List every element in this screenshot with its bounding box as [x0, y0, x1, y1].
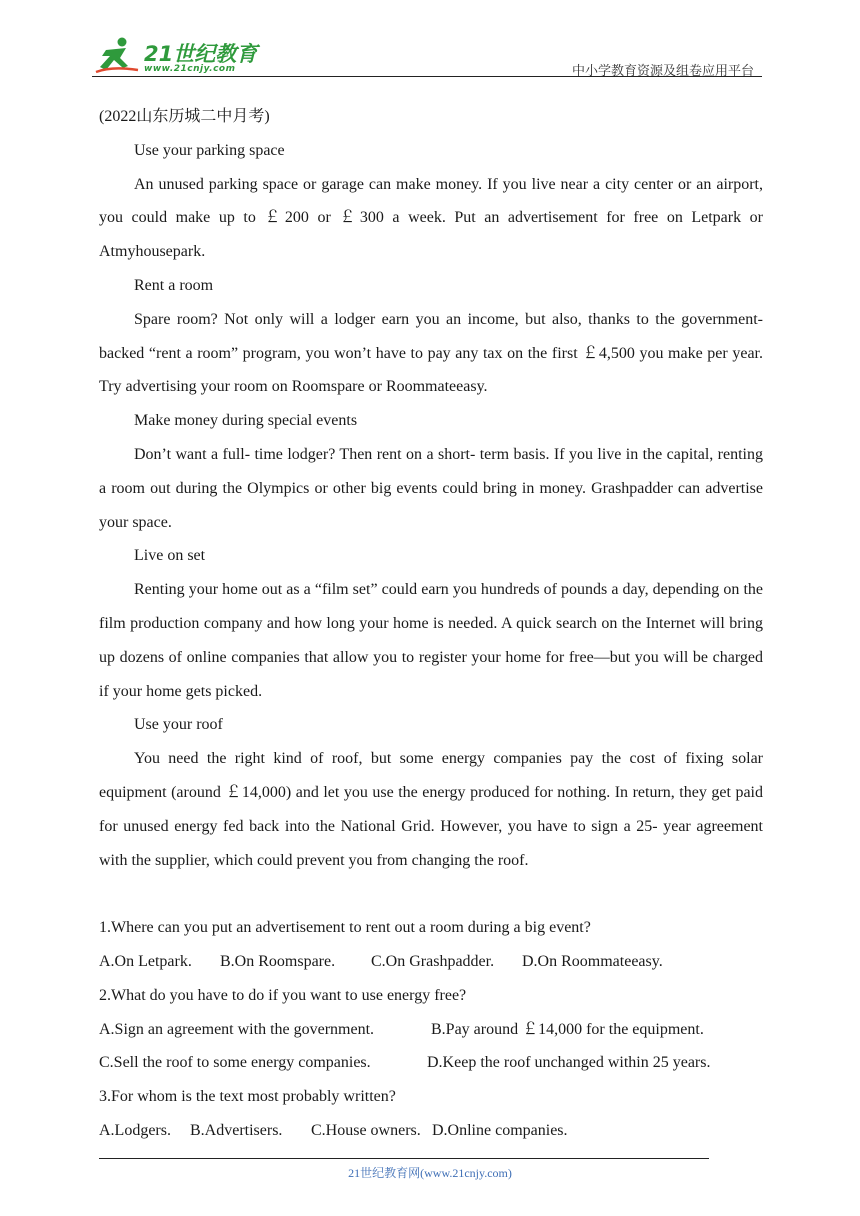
section-body: Renting your home out as a “film set” could earn you hundreds of pounds a day, depending on the film production company and how long your home is needed. A quick search on the Internet will bring up dozens of online companies that allow you to register your home for free—but you will be charged if your home gets picked. [99, 581, 763, 700]
section-title: Rent a room [134, 276, 214, 294]
logo-url: www.21cnjy.com [144, 64, 236, 74]
section-title: Use your roof [134, 716, 223, 734]
source-note: (2022山东历城二中月考) [99, 108, 270, 125]
header-platform-name: 中小学教育资源及组卷应用平台 [571, 64, 754, 79]
article-content [99, 100, 763, 1148]
question-stem: 1.Where can you put an advertisement to rent out a room during a big event? [99, 919, 591, 937]
logo-text: 21世纪教育 [144, 42, 258, 66]
option-a: A.On Letpark. [99, 952, 192, 970]
option-d: D.Online companies. [432, 1121, 568, 1139]
spacer [99, 877, 763, 911]
option-a: A.Lodgers. [99, 1121, 171, 1139]
section-title: Make money during special events [134, 412, 358, 430]
footer-divider [99, 1158, 709, 1159]
question-options [99, 945, 763, 979]
question-options [99, 1046, 763, 1080]
option-c: C.Sell the roof to some energy companies. [99, 1054, 371, 1072]
logo [92, 36, 272, 76]
section-body: An unused parking space or garage can make money. If you live near a city center or an airport, you could make up to ￡200 or ￡300 a week. Put an advertisement for free on Letpark or Atmyhousepark. [99, 175, 763, 261]
runner-logo-icon [92, 36, 142, 76]
section-body: Don’t want a full- time lodger? Then rent on a short- term basis. If you live in the capital, renting a room out during the Olympics or other big events could bring in money. Grashpadder can advertise your space. [99, 445, 763, 531]
page-footer: 21世纪教育网(www.21cnjy.com) [348, 1166, 512, 1180]
option-c: C.House owners. [311, 1121, 421, 1139]
option-a: A.Sign an agreement with the government. [99, 1020, 375, 1038]
option-d: D.Keep the roof unchanged within 25 years. [427, 1054, 711, 1072]
question-options [99, 1013, 763, 1047]
question-options [99, 1114, 763, 1148]
section-body: You need the right kind of roof, but some energy companies pay the cost of fixing solar equipment (around ￡14,000) and let you use the energy produced for nothing. In return, they get paid for unused energy fed back into the National Grid. However, you have to sign a 25- year agreement with the supplier, which could prevent you from changing the roof. [99, 750, 763, 869]
section-title: Live on set [134, 547, 206, 565]
option-d: D.On Roommateeasy. [522, 952, 663, 970]
option-b: B.Pay around ￡14,000 for the equipment. [431, 1020, 704, 1038]
section-title: Use your parking space [134, 141, 285, 159]
page-header [92, 30, 762, 78]
question-stem: 2.What do you have to do if you want to use energy free? [99, 986, 467, 1004]
header-divider [92, 76, 762, 77]
question-stem: 3.For whom is the text most probably written? [99, 1088, 396, 1106]
option-b: B.Advertisers. [190, 1121, 283, 1139]
section-body: Spare room? Not only will a lodger earn you an income, but also, thanks to the government- backed “rent a room” program, you won’t have to pay any tax on the first ￡4,500 you make per year. Try advertising your room on Roomspare or Roommateeasy. [99, 310, 763, 396]
option-b: B.On Roomspare. [220, 952, 336, 970]
option-c: C.On Grashpadder. [371, 952, 495, 970]
